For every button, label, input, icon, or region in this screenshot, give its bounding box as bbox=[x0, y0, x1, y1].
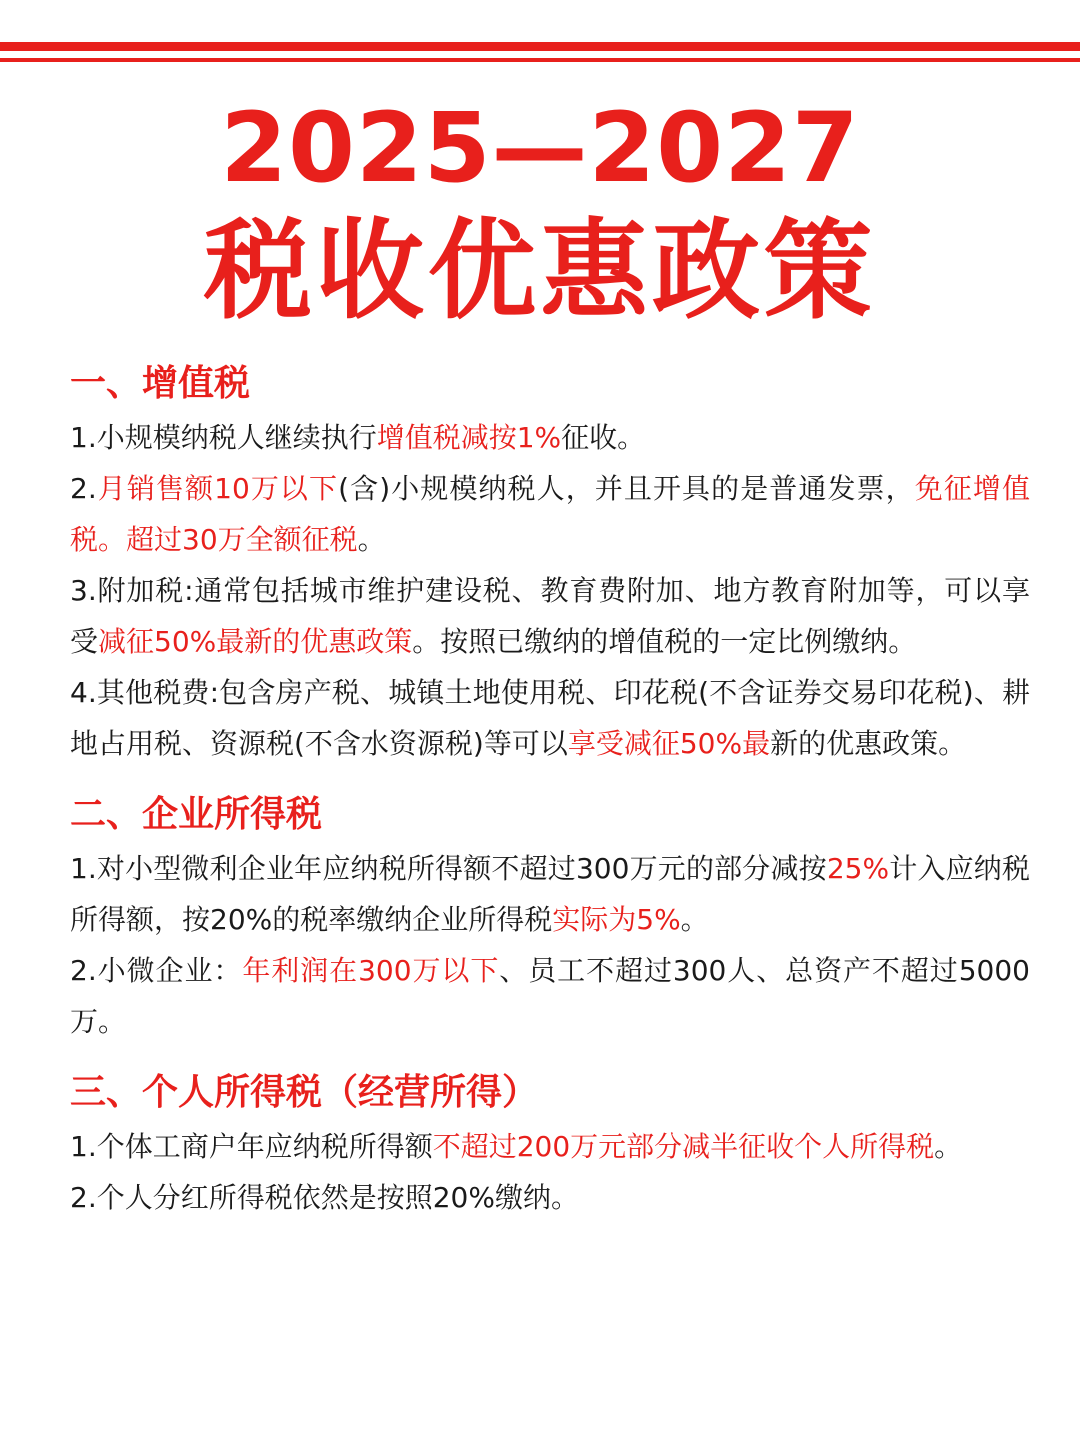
policy-content bbox=[70, 358, 1030, 1243]
section-3 bbox=[70, 1067, 1030, 1223]
body-text: 征收。 bbox=[561, 421, 646, 454]
section-heading: 三、个人所得税（经营所得） bbox=[70, 1072, 539, 1113]
page-title-years: 2025—2027 bbox=[220, 92, 860, 204]
highlight-text: 实际为5% bbox=[552, 903, 681, 936]
body-text: (含)小规模纳税人，并且开具的是普通发票， bbox=[338, 472, 915, 505]
policy-item bbox=[70, 565, 1030, 667]
highlight-text: 增值税减按1% bbox=[376, 421, 562, 454]
policy-item bbox=[70, 945, 1030, 1047]
section-heading: 二、企业所得税 bbox=[70, 794, 323, 835]
body-text: 2.个人分红所得税依然是按照20%缴纳。 bbox=[70, 1181, 579, 1214]
highlight-text: 年利润在300万以下 bbox=[242, 954, 500, 987]
body-text: 1.个体工商户年应纳税所得额 bbox=[70, 1130, 433, 1163]
body-text: 4.其他税费:包含房产税、城镇土地使用税、印花税(不含证券交易印花税)、耕地占用税、资源税(不含水资源税)等可以 bbox=[70, 676, 1030, 760]
highlight-text: 不超过200万元部分减半征收个人所得税 bbox=[432, 1130, 935, 1163]
top-rule-thin bbox=[0, 58, 1080, 62]
policy-item bbox=[70, 667, 1030, 769]
policy-item bbox=[70, 463, 1030, 565]
body-text: 1.小规模纳税人继续执行 bbox=[70, 421, 377, 454]
section-1 bbox=[70, 358, 1030, 769]
highlight-text: 享受减征50%最 bbox=[567, 727, 771, 760]
body-text: 。 bbox=[680, 903, 709, 936]
highlight-text: 25% bbox=[826, 852, 890, 885]
body-text: 。按照已缴纳的增值税的一定比例缴纳。 bbox=[412, 625, 917, 658]
section-2 bbox=[70, 789, 1030, 1047]
body-text: 、员工不超过300人、总资产不超过5000万。 bbox=[70, 954, 1030, 1038]
highlight-text: 月销售额10万以下 bbox=[96, 472, 339, 505]
body-text: 。 bbox=[934, 1130, 963, 1163]
page-title-topic: 税收优惠政策 bbox=[203, 209, 876, 334]
policy-item bbox=[70, 1172, 1030, 1223]
body-text: 2.小微企业： bbox=[70, 954, 243, 987]
highlight-text: 减征50%最新的优惠政策 bbox=[98, 625, 413, 658]
body-text: 1.对小型微利企业年应纳税所得额不超过300万元的部分减按 bbox=[70, 852, 827, 885]
top-rule-thick bbox=[0, 42, 1080, 51]
policy-item bbox=[70, 1121, 1030, 1172]
body-text: 计入应纳税所得额，按20%的税率缴纳企业所得税 bbox=[70, 852, 1030, 936]
body-text: 2. bbox=[70, 472, 97, 505]
body-text: 。 bbox=[357, 523, 386, 556]
body-text: 3.附加税:通常包括城市维护建设税、教育费附加、地方教育附加等，可以享受 bbox=[70, 574, 1030, 658]
body-text: 新的优惠政策。 bbox=[770, 727, 967, 760]
highlight-text: 免征增值税。超过30万全额征税 bbox=[70, 472, 1030, 556]
policy-item bbox=[70, 843, 1030, 945]
policy-item bbox=[70, 412, 1030, 463]
section-heading: 一、增值税 bbox=[70, 363, 251, 404]
